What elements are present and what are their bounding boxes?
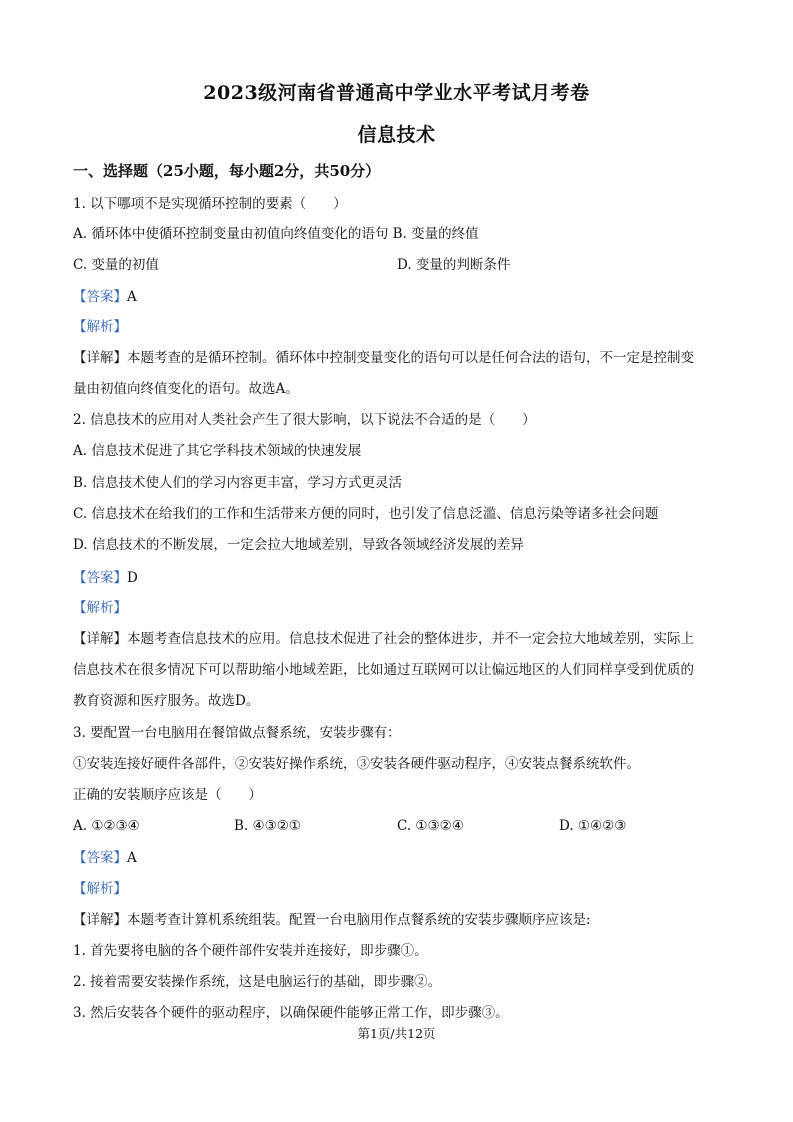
q2-stem: 2. 信息技术的应用对人类社会产生了很大影响，以下说法不合适的是（ ） xyxy=(73,412,536,428)
q2-answer xyxy=(73,569,138,587)
q3-step-3: 3. 然后安装各个硬件的驱动程序，以确保硬件能够正常工作，即步骤③。 xyxy=(73,1005,509,1021)
answer-tag: 【答案】 xyxy=(73,850,127,866)
q2-detail-line1 xyxy=(73,630,694,648)
detail-text: 本题考查的是循环控制。循环体中控制变量变化的语句可以是任何合法的语句，不一定是控制变 xyxy=(127,350,694,366)
q2-option-c: C. 信息技术在给我们的工作和生活带来方便的同时，也引发了信息泛滥、信息污染等诸多社会问题 xyxy=(73,506,659,522)
q1-option-ab: A. 循环体中使循环控制变量由初值向终值变化的语句 B. 变量的终值 xyxy=(73,226,479,242)
section-heading: 一、选择题（25小题，每小题2分，共50分） xyxy=(73,162,381,180)
q3-step-1: 1. 首先要将电脑的各个硬件部件安装并连接好，即步骤①。 xyxy=(73,943,428,959)
q3-option-d: D. ①④②③ xyxy=(559,818,627,834)
q1-option-d: D. 变量的判断条件 xyxy=(397,257,511,273)
q1-analysis-tag: 【解析】 xyxy=(73,319,127,335)
answer-value: A xyxy=(127,289,137,305)
detail-tag: 【详解】 xyxy=(73,912,127,928)
q1-detail-line1 xyxy=(73,349,694,367)
q3-answer xyxy=(73,849,137,867)
answer-tag: 【答案】 xyxy=(73,289,127,305)
subject-title: 信息技术 xyxy=(357,124,436,146)
page-number: 第1页/共12页 xyxy=(357,1026,436,1041)
q3-option-c: C. ①③②④ xyxy=(397,818,464,834)
q2-detail-line3: 教育资源和医疗服务。故选D。 xyxy=(73,693,260,709)
q2-detail-line2: 信息技术在很多情况下可以帮助缩小地域差距，比如通过互联网可以让偏远地区的人们同样享受到优质的 xyxy=(73,662,694,678)
detail-text: 本题考查信息技术的应用。信息技术促进了社会的整体进步，并不一定会拉大地域差别，实际上 xyxy=(127,631,694,647)
answer-value: D xyxy=(127,570,138,586)
q2-option-b: B. 信息技术使人们的学习内容更丰富，学习方式更灵活 xyxy=(73,475,403,491)
q1-option-c: C. 变量的初值 xyxy=(73,257,159,273)
detail-tag: 【详解】 xyxy=(73,631,127,647)
q2-option-d: D. 信息技术的不断发展，一定会拉大地域差别，导致各领域经济发展的差异 xyxy=(73,537,524,553)
detail-tag: 【详解】 xyxy=(73,350,127,366)
q2-option-a: A. 信息技术促进了其它学科技术领域的快速发展 xyxy=(73,443,362,459)
q1-detail-line2: 量由初值向终值变化的语句。故选A。 xyxy=(73,381,299,397)
q3-detail-line1 xyxy=(73,911,591,929)
answer-tag: 【答案】 xyxy=(73,570,127,586)
q3-steps: ①安装连接好硬件各部件，②安装好操作系统，③安装各硬件驱动程序，④安装点餐系统软件。 xyxy=(73,756,640,772)
exam-title: 2023级河南省普通高中学业水平考试月考卷 xyxy=(203,82,590,104)
q1-answer xyxy=(73,288,137,306)
q3-option-b: B. ④③②① xyxy=(234,818,301,834)
q3-option-a: A. ①②③④ xyxy=(73,818,140,834)
q3-analysis-tag: 【解析】 xyxy=(73,881,127,897)
q3-stem: 3. 要配置一台电脑用在餐馆做点餐系统，安装步骤有： xyxy=(73,725,401,741)
answer-value: A xyxy=(127,850,137,866)
q1-stem: 1. 以下哪项不是实现循环控制的要素（ ） xyxy=(73,196,347,212)
q3-ask: 正确的安装顺序应该是（ ） xyxy=(73,787,262,803)
q2-analysis-tag: 【解析】 xyxy=(73,600,127,616)
q3-step-2: 2. 接着需要安装操作系统，这是电脑运行的基础，即步骤②。 xyxy=(73,974,442,990)
detail-text: 本题考查计算机系统组装。配置一台电脑用作点餐系统的安装步骤顺序应该是: xyxy=(127,912,591,928)
